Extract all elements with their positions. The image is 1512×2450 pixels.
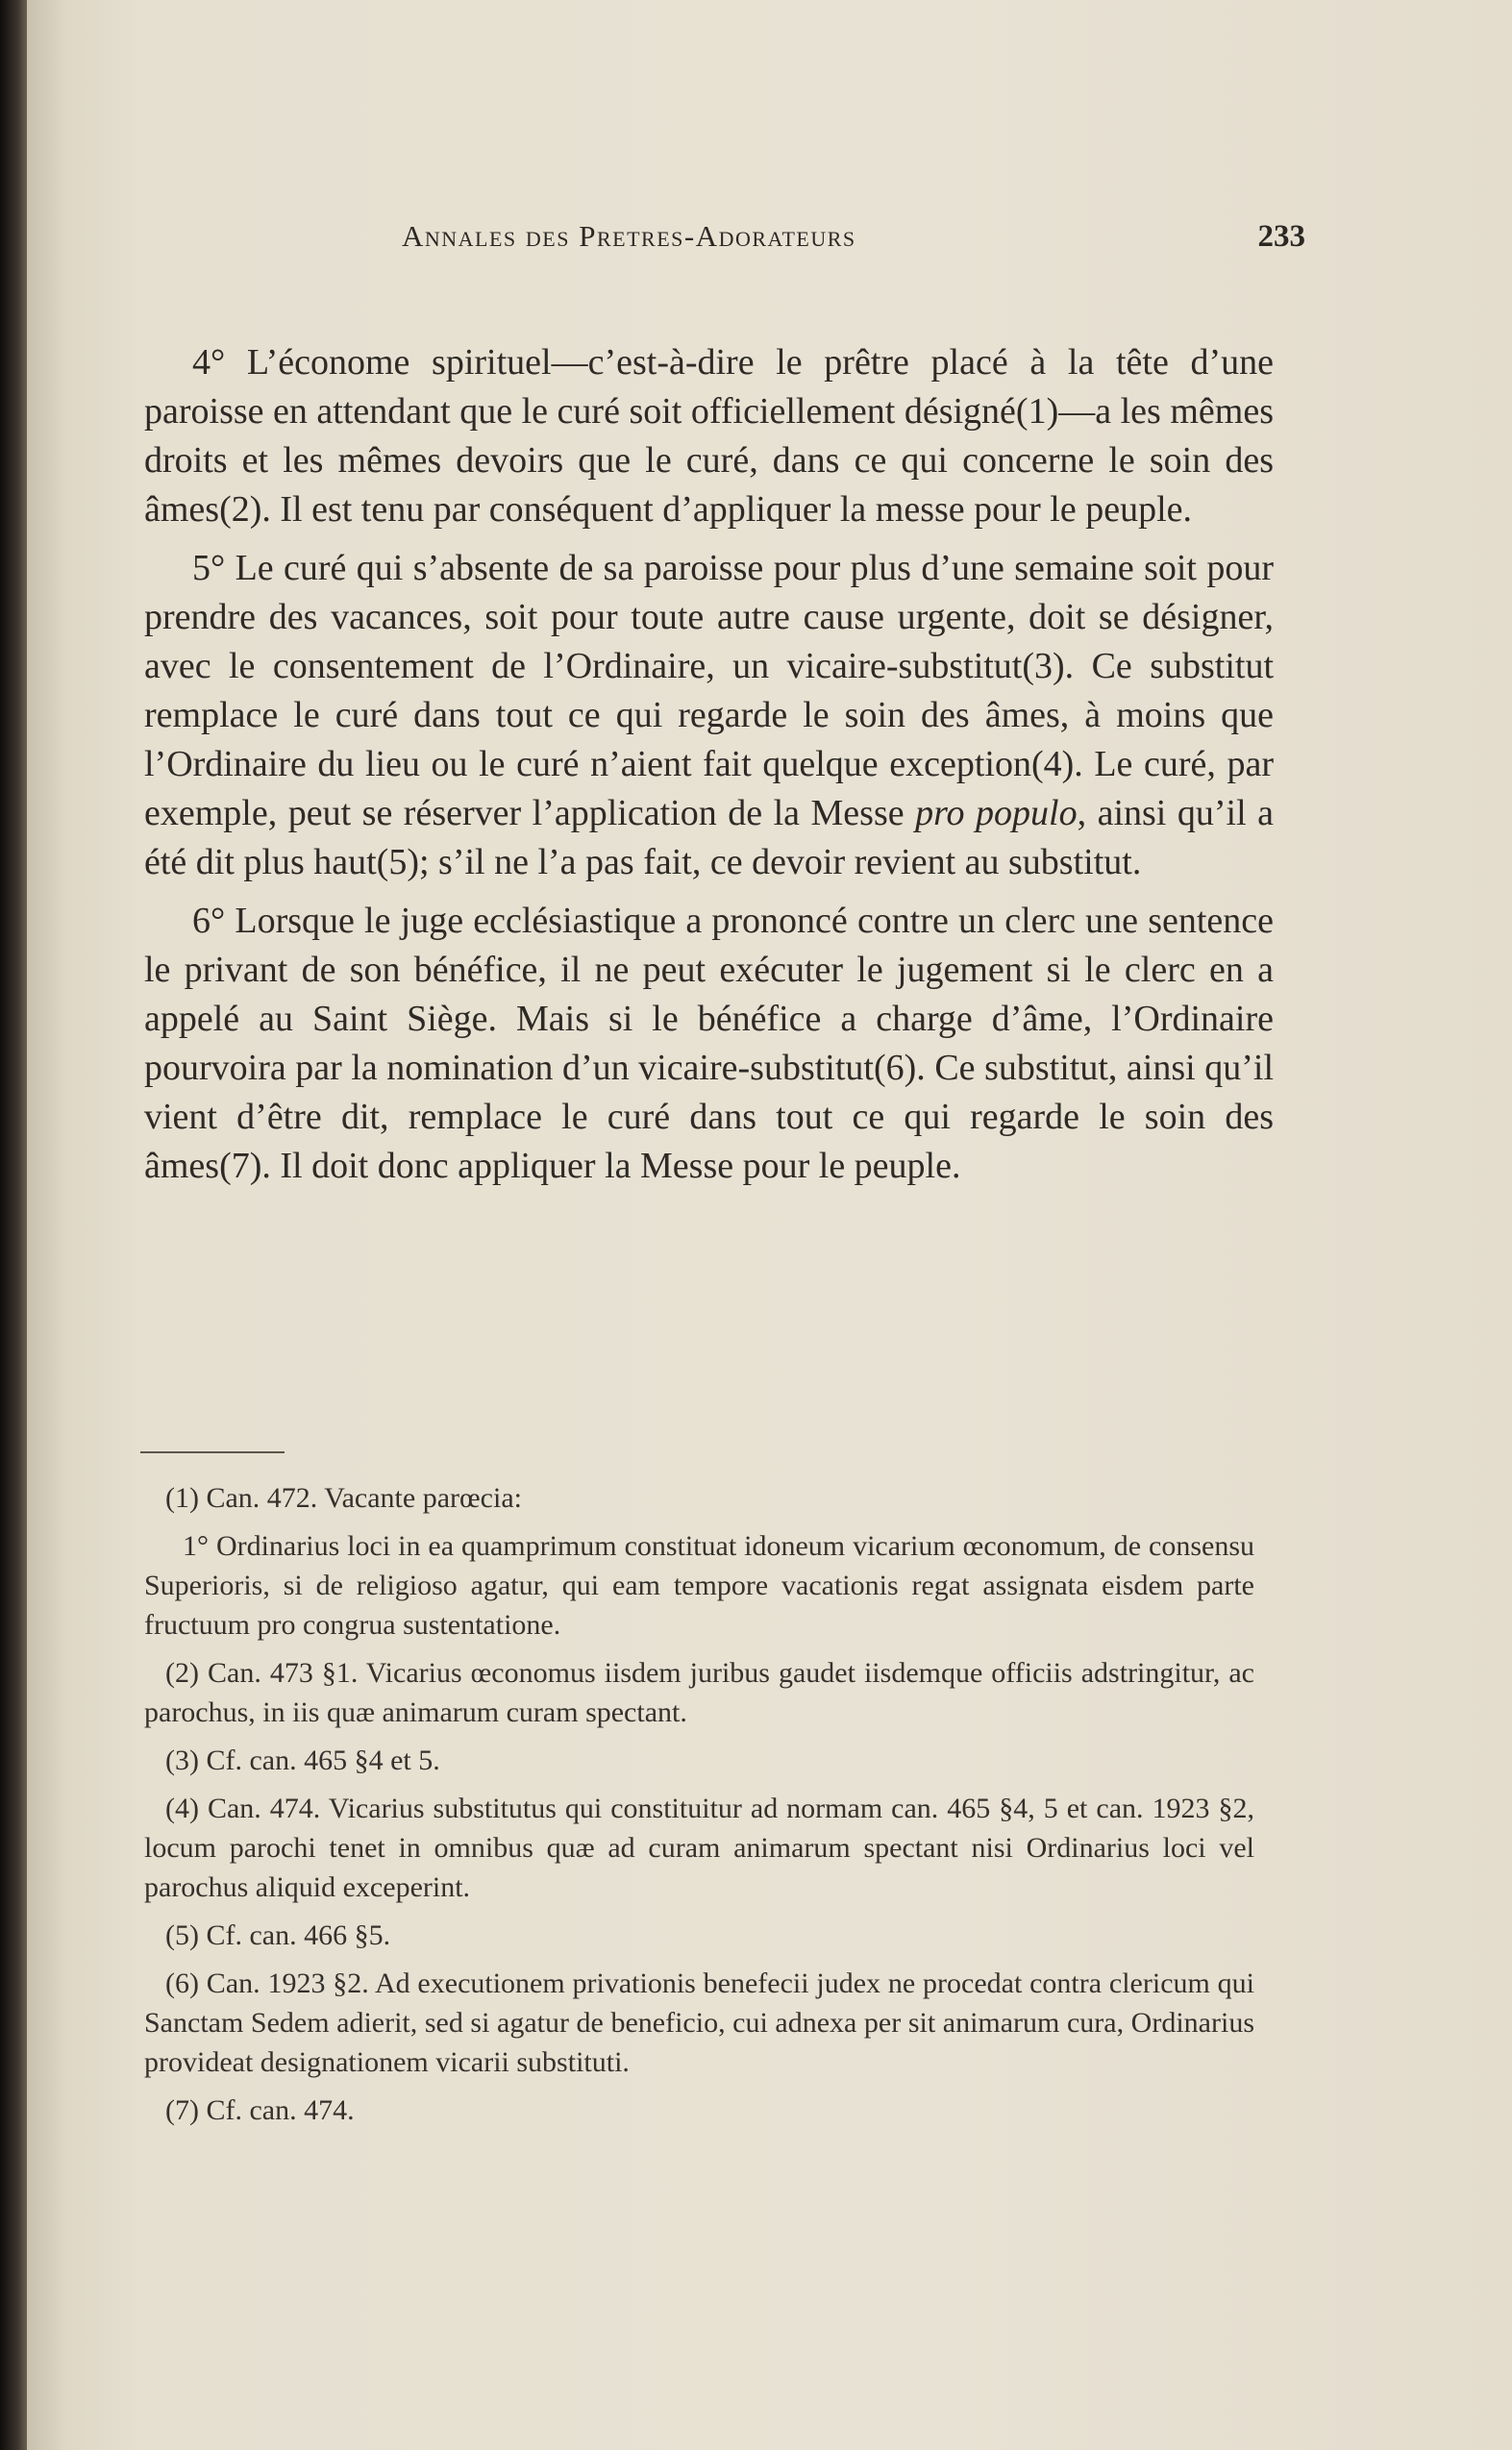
paragraph-6-text: Lorsque le juge ecclésiastique a prononcé contre un clerc une sentence le privant de son bénéfice, il ne peut exécuter le jugement si le clerc en a appelé au Saint Siège. Mais si le bénéfice a charge d’âme, l’Ordinaire pourvoira par la nomination d’un vicaire-substitut(6). Ce substitut, ainsi qu’il vient d’être dit, remplace le curé dans tout ce qui regarde le soin des âmes(7). Il doit donc appliquer la Messe pour le peuple. xyxy=(144,901,1275,1186)
main-text xyxy=(144,338,1274,1200)
book-page xyxy=(27,0,1512,2450)
footnote-rule xyxy=(140,1451,285,1453)
paragraph-5-text-a: Le curé qui s’absente de sa paroisse pour plus d’une semaine soit pour prendre des vacances, soit pour toute autre cause urgente, doit se désigner, avec le consentement de l’Ordinaire, un vicaire-substitut(3). Ce substitut remplace le curé dans tout ce qui regarde le soin des âmes, à moins que l’Ordinaire du lieu ou le curé n’aient fait quelque exception(4). Le curé, par exemple, peut se réserver l’application de la Messe xyxy=(144,548,1275,833)
footnote-6: (6) Can. 1923 §2. Ad executionem privationis benefecii judex ne procedat contra clericum qui Sanctam Sedem adierit, sed si agatur de beneficio, cui adnexa per sit animarum cura, Ordinarius provideat designationem vicarii substituti. xyxy=(144,1967,1254,2078)
footnote-2: (2) Can. 473 §1. Vicarius œconomus iisdem juribus gaudet iisdemque officiis adstringitur, ac parochus, in iis quæ animarum curam spectant. xyxy=(144,1657,1254,1728)
paragraph-5-number: 5° xyxy=(192,548,226,588)
footnote-3: (3) Cf. can. 465 §4 et 5. xyxy=(165,1745,440,1776)
footnote-1-sub: 1° Ordinarius loci in ea quamprimum constituat idoneum vicarium œconomum, de consensu Superioris, si de religioso agatur, qui eam tempore vacationis regat assignata eisdem parte fructuum pro congrua sustentatione. xyxy=(144,1530,1254,1641)
paragraph-5-italic: pro populo xyxy=(915,793,1078,833)
footnote-7: (7) Cf. can. 474. xyxy=(165,2094,355,2126)
paragraph-5-text-b: , ainsi qu’il a été dit plus haut(5); s’il ne l’a pas fait, ce devoir revient au substitut. xyxy=(144,793,1275,882)
footnotes xyxy=(144,1478,1254,2139)
book-spine-shadow xyxy=(0,0,27,2450)
running-head: Annales des Pretres-Adorateurs xyxy=(402,219,856,253)
footnote-5: (5) Cf. can. 466 §5. xyxy=(165,1919,391,1951)
paragraph-6 xyxy=(144,897,1274,1191)
paragraph-4-text: L’économe spirituel—c’est-à-dire le prêtre placé à la tête d’une paroisse en attendant que le curé soit officiellement désigné(1)—a les mêmes droits et les mêmes devoirs que le curé, dans ce qui concerne le soin des âmes(2). Il est tenu par conséquent d’appliquer la messe pour le peuple. xyxy=(144,342,1274,530)
page-header xyxy=(402,213,1305,261)
paragraph-6-number: 6° xyxy=(192,901,226,941)
paragraph-5 xyxy=(144,544,1274,887)
footnote-4: (4) Can. 474. Vicarius substitutus qui constituitur ad normam can. 465 §4, 5 et can. 1923 §2, locum parochi tenet in omnibus quæ ad curam animarum spectant nisi Ordinarius loci vel parochus aliquid exceperint. xyxy=(144,1793,1254,1903)
footnote-1: (1) Can. 472. Vacante parœcia: xyxy=(165,1482,522,1514)
paragraph-4 xyxy=(144,338,1274,534)
paragraph-4-number: 4° xyxy=(192,342,226,383)
page-number: 233 xyxy=(1257,219,1305,254)
